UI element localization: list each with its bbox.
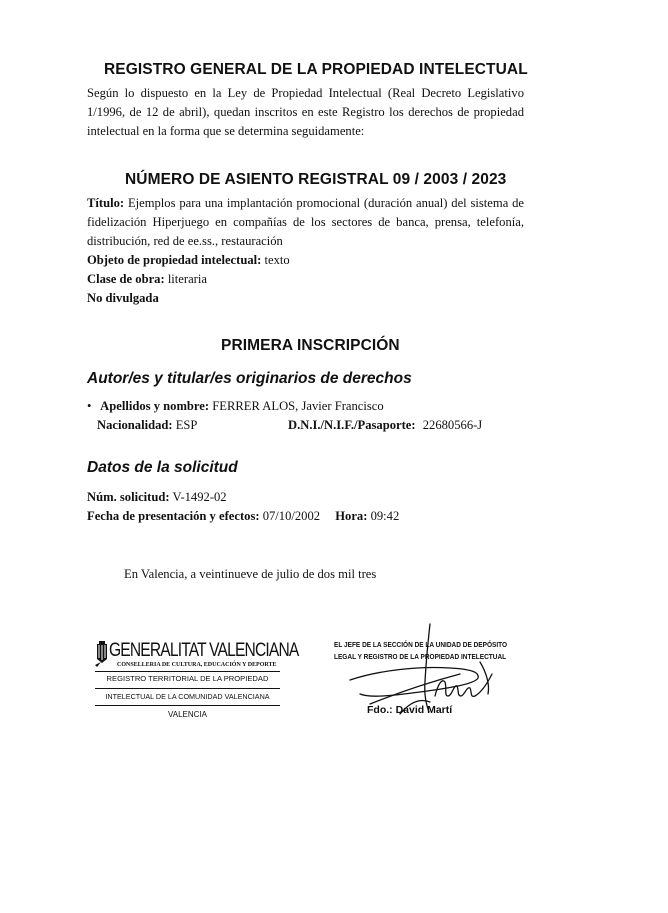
lugar-fecha: En Valencia, a veintinueve de julio de dos mil tres (124, 567, 377, 581)
asiento-heading: NÚMERO DE ASIENTO REGISTRAL 09 / 2003 / 2023 (125, 171, 507, 188)
hora-label: Hora: (335, 509, 368, 523)
generalitat-emblem-icon (95, 641, 109, 667)
titulo-value-line: Ejemplos para una implantación promocional (duración anual) del sistema de (127, 196, 524, 210)
firma-nombre: Fdo.: David Martí (367, 704, 453, 716)
nacionalidad-value: ESP (175, 418, 198, 432)
apellidos-label: Apellidos y nombre: (100, 399, 210, 413)
generalitat-name: GENERALITAT VALENCIANA (109, 640, 299, 661)
titulo-label: Título: (87, 196, 125, 210)
num-solicitud-label: Núm. solicitud: (87, 490, 170, 504)
clase-value: literaria (167, 272, 207, 286)
intro-paragraph (87, 84, 524, 141)
objeto-value: texto (264, 253, 290, 267)
firmante-cargo-2: LEGAL Y REGISTRO DE LA PROPIEDAD INTELECTUAL (334, 652, 507, 661)
seal-city: VALENCIA (168, 710, 207, 719)
dni-row (288, 418, 482, 433)
generalitat-seal (95, 638, 299, 724)
autores-heading: Autor/es y titular/es originarios de derechos (87, 370, 412, 387)
seal-divider (95, 705, 280, 706)
inscripcion-heading: PRIMERA INSCRIPCIÓN (221, 337, 400, 354)
solicitud-heading: Datos de la solicitud (87, 459, 238, 476)
registro-line-1: REGISTRO TERRITORIAL DE LA PROPIEDAD (106, 674, 269, 683)
intro-line: intelectual en la forma que se determina seguidamente: (87, 124, 365, 138)
handwritten-signature (330, 622, 508, 717)
clase-label: Clase de obra: (87, 272, 165, 286)
dni-value: 22680566-J (422, 418, 483, 432)
fecha-label: Fecha de presentación y efectos: (87, 509, 260, 523)
hora-value: 09:42 (370, 509, 400, 523)
num-solicitud-value: V-1492-02 (172, 490, 227, 504)
seal-divider (95, 671, 280, 672)
firmante-cargo-1: EL JEFE DE LA SECCIÓN DE LA UNIDAD DE DEPÓSITO (334, 640, 508, 649)
apellidos-value: FERRER ALOS, Javier Francisco (212, 399, 384, 413)
fecha-row (87, 509, 399, 524)
num-solicitud-row (87, 490, 227, 505)
intro-line: Según lo dispuesto en la Ley de Propiedad Intelectual (Real Decreto Legislativo (87, 86, 524, 100)
document-title: REGISTRO GENERAL DE LA PROPIEDAD INTELECTUAL (104, 61, 528, 78)
titulo-value-line: fidelización Hiperjuego en compañías de los sectores de banca, prensa, telefonía, (87, 215, 524, 229)
intro-line: 1/1996, de 12 de abril), quedan inscritos en este Registro los derechos de propiedad (87, 105, 524, 119)
dni-label: D.N.I./N.I.F./Pasaporte: (288, 418, 416, 432)
titulo-value-line: distribución, red de ee.ss., restauración (87, 234, 283, 248)
conselleria-name: CONSELLERIA DE CULTURA, EDUCACIÓN Y DEPORTE (117, 662, 277, 668)
autor-row (87, 399, 384, 414)
divulgada-status: No divulgada (87, 291, 159, 305)
registro-line-2: INTELECTUAL DE LA COMUNIDAD VALENCIANA (105, 692, 270, 701)
seal-divider (95, 688, 280, 689)
bullet: • (87, 399, 92, 413)
nacionalidad-row (97, 418, 197, 433)
titulo-block (87, 194, 524, 308)
fecha-value: 07/10/2002 (262, 509, 321, 523)
objeto-label: Objeto de propiedad intelectual: (87, 253, 262, 267)
nacionalidad-label: Nacionalidad: (97, 418, 173, 432)
